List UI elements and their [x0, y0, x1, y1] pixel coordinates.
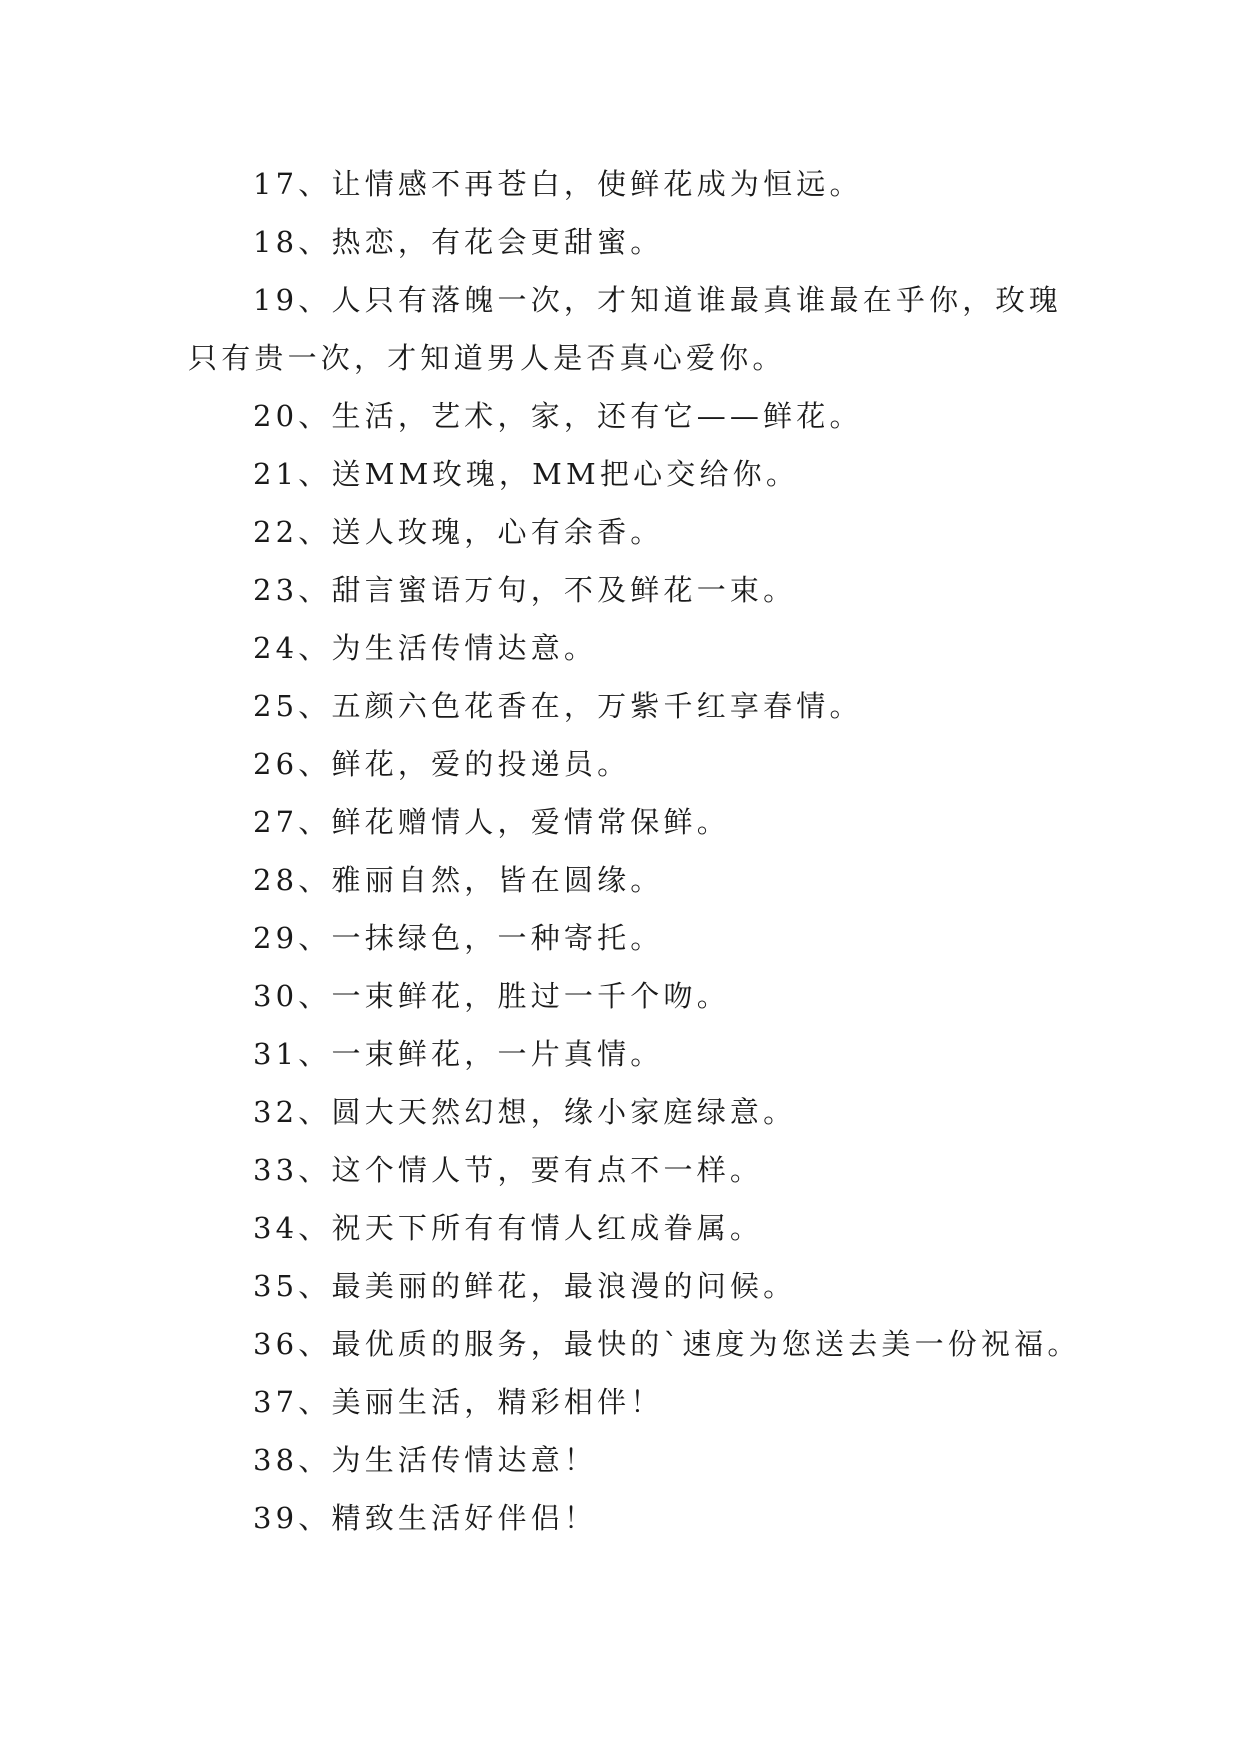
list-item: 34、祝天下所有有情人红成眷属。 — [253, 1211, 764, 1245]
list-item: 20、生活，艺术，家，还有它——鲜花。 — [253, 399, 863, 433]
list-item: 39、精致生活好伴侣！ — [253, 1501, 598, 1535]
list-item: 23、甜言蜜语万句，不及鲜花一束。 — [253, 573, 797, 607]
list-item: 37、美丽生活，精彩相伴！ — [253, 1385, 664, 1419]
list-item: 33、这个情人节，要有点不一样。 — [253, 1153, 764, 1187]
document-body — [188, 155, 1081, 1547]
list-item: 27、鲜花赠情人，爱情常保鲜。 — [253, 805, 730, 839]
list-item: 38、为生活传情达意！ — [253, 1443, 598, 1477]
list-item: 30、一束鲜花，胜过一千个吻。 — [253, 979, 730, 1013]
list-item: 22、送人玫瑰，心有余香。 — [253, 515, 664, 549]
list-item: 26、鲜花，爱的投递员。 — [253, 747, 631, 781]
list-item: 17、让情感不再苍白，使鲜花成为恒远。 — [253, 167, 863, 201]
list-item: 18、热恋，有花会更甜蜜。 — [253, 225, 664, 259]
list-item: 32、圆大天然幻想，缘小家庭绿意。 — [253, 1095, 797, 1129]
list-item: 35、最美丽的鲜花，最浪漫的问候。 — [253, 1269, 797, 1303]
list-item: 24、为生活传情达意。 — [253, 631, 598, 665]
list-item: 31、一束鲜花，一片真情。 — [253, 1037, 664, 1071]
list-item: 19、人只有落魄一次，才知道谁最真谁最在乎你，玫瑰只有贵一次，才知道男人是否真心爱你。 — [188, 283, 1062, 375]
list-item: 36、最优质的服务，最快的`速度为您送去美一份祝福。 — [253, 1327, 1081, 1361]
list-item: 25、五颜六色花香在，万紫千红享春情。 — [253, 689, 863, 723]
list-item: 29、一抹绿色，一种寄托。 — [253, 921, 664, 955]
list-item: 28、雅丽自然，皆在圆缘。 — [253, 863, 664, 897]
list-item: 21、送MM玫瑰，MM把心交给你。 — [253, 457, 800, 491]
